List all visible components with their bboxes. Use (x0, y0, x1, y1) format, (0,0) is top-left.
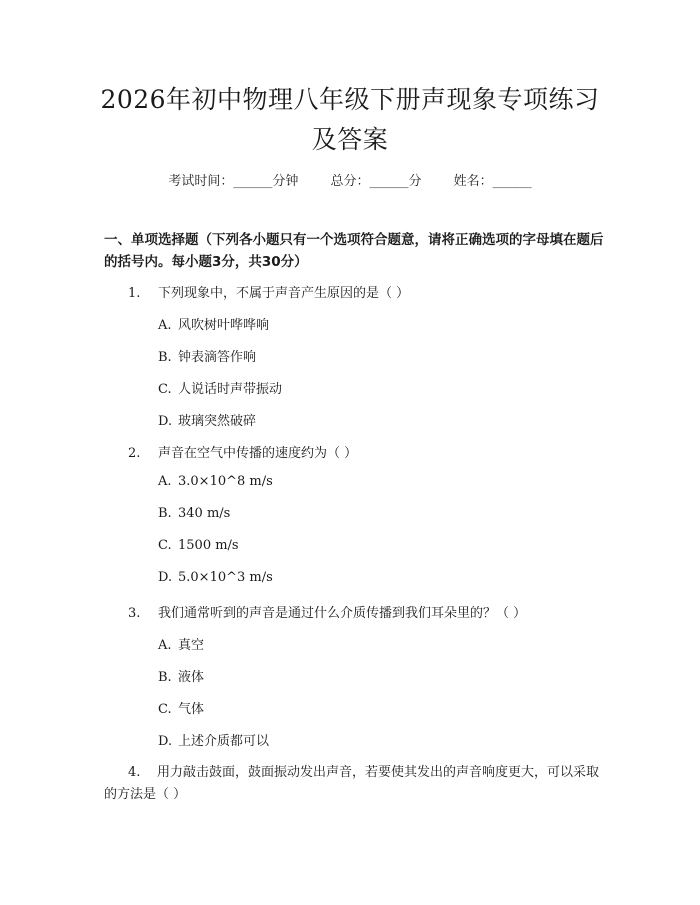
exam-name: 姓名：______ (453, 174, 532, 189)
option-letter: B. (158, 506, 172, 521)
option-3b (158, 666, 204, 685)
option-2a (158, 474, 273, 489)
option-text: 3.0×10^8 m/s (178, 474, 273, 489)
section-header: 一、单项选择题（下列各小题只有一个选项符合题意，请将正确选项的字母填在题后的括号内。每小题3分，共30分） (104, 232, 604, 270)
option-letter: C. (158, 538, 172, 553)
title-line-1: 2026年初中物理八年级下册声现象专项练习 (100, 85, 600, 114)
question-3 (128, 602, 526, 621)
option-1b (158, 346, 256, 365)
option-1d (158, 410, 256, 429)
option-letter: C. (158, 382, 172, 397)
exam-time: 考试时间：______分钟 (168, 174, 299, 189)
option-letter: A. (158, 474, 172, 489)
option-text: 5.0×10^3 m/s (178, 570, 273, 585)
option-letter: A. (158, 638, 172, 653)
question-2 (128, 442, 357, 461)
option-2b (158, 506, 230, 521)
option-letter: D. (158, 414, 173, 429)
option-text: 340 m/s (178, 506, 231, 521)
option-text: 1500 m/s (178, 538, 239, 553)
question-text: 声音在空气中传播的速度约为（ ） (158, 446, 358, 461)
option-letter: D. (158, 734, 173, 749)
option-text: 风吹树叶哗哗响 (178, 318, 270, 333)
option-letter: A. (158, 318, 172, 333)
question-number: 1. (128, 286, 141, 301)
option-2c (158, 538, 239, 553)
option-letter: D. (158, 570, 173, 585)
option-text: 上述介质都可以 (178, 734, 270, 749)
option-letter: B. (158, 670, 172, 685)
document-title (80, 80, 620, 160)
option-text: 液体 (178, 670, 205, 685)
option-3c (158, 698, 204, 717)
option-text: 真空 (178, 638, 205, 653)
option-text: 气体 (178, 702, 205, 717)
option-3a (158, 634, 204, 653)
question-text: 下列现象中，不属于声音产生原因的是（ ） (158, 286, 410, 301)
option-text: 钟表滴答作响 (178, 350, 257, 365)
question-1 (128, 282, 409, 301)
question-number: 3. (128, 606, 141, 621)
option-letter: B. (158, 350, 172, 365)
option-letter: C. (158, 702, 172, 717)
option-3d (158, 730, 269, 749)
question-number: 2. (128, 446, 141, 461)
option-2d (158, 570, 273, 585)
question-text: 我们通常听到的声音是通过什么介质传播到我们耳朵里的？（ ） (158, 606, 527, 621)
exam-info (0, 170, 700, 189)
option-text: 人说话时声带振动 (178, 382, 283, 397)
title-line-2: 及答案 (311, 125, 389, 154)
question-text: 用力敲击鼓面，鼓面振动发出声音，若要使其发出的声音响度更大，可以采取的方法是（ ） (104, 765, 599, 802)
option-text: 玻璃突然破碎 (178, 414, 257, 429)
question-number: 4. (128, 765, 141, 780)
exam-score: 总分：______分 (330, 174, 422, 189)
option-1a (158, 314, 269, 333)
option-1c (158, 378, 282, 397)
question-4 (104, 762, 604, 806)
